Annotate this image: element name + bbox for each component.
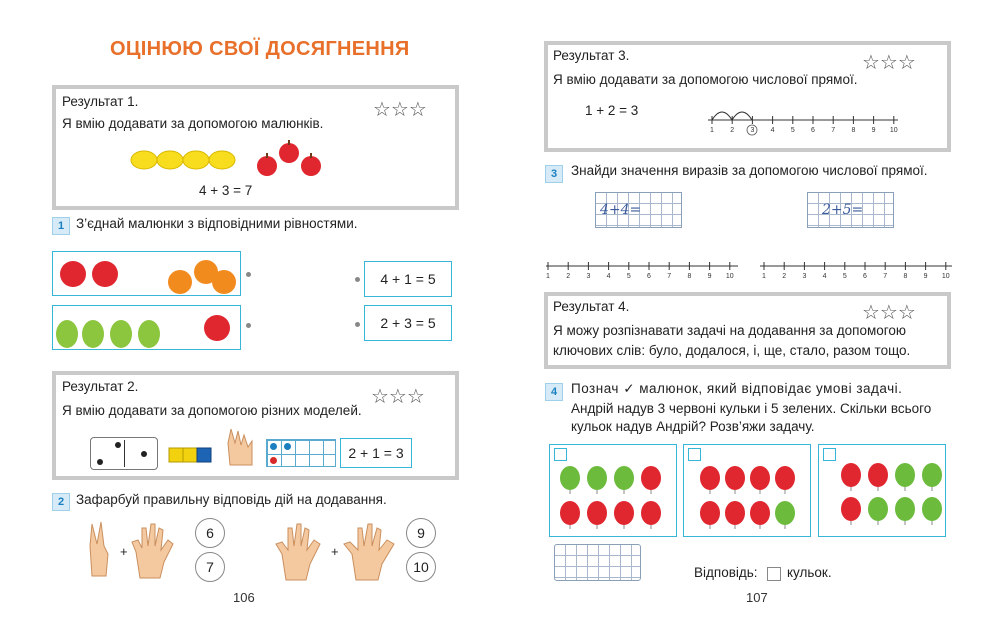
equation-card-1[interactable]: 4 + 1 = 5 <box>364 261 452 297</box>
balloon-card-3[interactable] <box>818 444 946 537</box>
result3-text: Я вмію додавати за допомогою числової прямої. <box>553 72 858 87</box>
red-balloon <box>700 501 720 525</box>
tick-label-9: 9 <box>871 127 876 134</box>
hand-two-fingers <box>86 520 114 578</box>
connect-dot-right-2[interactable] <box>355 322 360 327</box>
green-balloon <box>922 463 942 487</box>
task2-text: Зафарбуй правильну відповідь дій на додавання. <box>76 492 387 507</box>
hand-five-fingers-1 <box>130 522 176 580</box>
green-balloon <box>895 463 915 487</box>
pears-apple-picture <box>53 306 242 351</box>
result3-stars[interactable]: ☆☆☆ <box>862 50 916 74</box>
red-balloon <box>641 466 661 490</box>
red-balloon <box>587 501 607 525</box>
answer-option-10[interactable]: 10 <box>406 552 436 582</box>
result3-equation: 1 + 2 = 3 <box>585 103 639 118</box>
result4-text-line2: ключових слів: було, додалося, і, ще, стало, разом тощо. <box>553 343 911 358</box>
lemons-picture <box>130 148 240 172</box>
tick-label-8: 8 <box>687 273 692 280</box>
result2-heading: Результат 2. <box>62 379 139 394</box>
green-balloon <box>587 466 607 490</box>
tick-label-2: 2 <box>730 127 735 134</box>
expression-2: 2+5= <box>822 202 864 218</box>
tick-label-1: 1 <box>762 273 766 280</box>
green-balloon <box>775 501 795 525</box>
green-balloon <box>868 497 888 521</box>
tick-label-5: 5 <box>842 273 847 280</box>
tick-label-6: 6 <box>863 273 867 280</box>
task4-line2: Андрій надув 3 червоні кульки і 5 зелених. Скільки всього <box>571 401 932 416</box>
tick-label-2: 2 <box>782 273 787 280</box>
tick-label-10: 10 <box>889 127 898 134</box>
result1-text: Я вмію додавати за допомогою малюнків. <box>62 116 324 131</box>
tick-label-5: 5 <box>790 127 795 134</box>
green-balloon <box>895 497 915 521</box>
green-balloon <box>614 466 634 490</box>
plus-sign-1: + <box>120 544 128 559</box>
tick-label-4: 4 <box>822 273 827 280</box>
answer-option-6[interactable]: 6 <box>195 518 225 548</box>
red-balloon <box>841 497 861 521</box>
expression-1: 4+4= <box>600 202 642 218</box>
task3-text: Знайди значення виразів за допомогою числової прямої. <box>571 163 928 178</box>
balloons-3 <box>819 445 947 538</box>
connect-dot-left-2[interactable] <box>246 323 251 328</box>
red-balloon <box>614 501 634 525</box>
task1-badge: 1 <box>52 217 70 235</box>
number-line-2 <box>758 258 954 282</box>
answer-input-box[interactable] <box>767 567 781 581</box>
red-balloon <box>750 466 770 490</box>
hand-five-fingers-3 <box>342 522 400 582</box>
answer-label: Відповідь: <box>694 565 758 580</box>
red-balloon <box>775 466 795 490</box>
ten-frame <box>266 439 336 467</box>
result1-stars[interactable]: ☆☆☆ <box>373 97 427 121</box>
tick-label-1: 1 <box>546 273 550 280</box>
tick-label-6: 6 <box>811 127 815 134</box>
result3-heading: Результат 3. <box>553 48 630 63</box>
page-title: ОЦІНЮЮ СВОЇ ДОСЯГНЕННЯ <box>110 38 410 60</box>
apples-oranges-picture <box>53 252 242 297</box>
tick-label-3: 3 <box>750 127 755 134</box>
result4-heading: Результат 4. <box>553 299 630 314</box>
red-balloon <box>700 466 720 490</box>
balloons-1 <box>550 445 678 538</box>
equation-card-2[interactable]: 2 + 3 = 5 <box>364 305 452 341</box>
red-balloon <box>750 501 770 525</box>
tick-label-5: 5 <box>626 273 631 280</box>
balloon-card-2[interactable] <box>683 444 811 537</box>
task2-badge: 2 <box>52 493 70 511</box>
fingers-model <box>222 425 262 467</box>
plus-sign-2: + <box>331 544 339 559</box>
domino <box>90 437 158 470</box>
apples-picture <box>255 138 325 178</box>
expression-grid-1[interactable] <box>595 192 682 228</box>
task4-line1: Познач ✓ малюнок, який відповідає умові задачі. <box>571 381 903 396</box>
answer-option-9[interactable]: 9 <box>406 518 436 548</box>
tick-label-7: 7 <box>883 273 888 280</box>
task4-line3: кульок надув Андрій? Розв’яжи задачу. <box>571 419 815 434</box>
answer-unit: кульок. <box>787 565 832 580</box>
red-balloon <box>641 501 661 525</box>
tick-label-3: 3 <box>802 273 807 280</box>
number-line-1 <box>544 258 740 282</box>
number-line-result3 <box>702 100 902 136</box>
result2-equation: 2 + 1 = 3 <box>340 438 412 468</box>
tick-label-9: 9 <box>707 273 712 280</box>
connect-dot-right-1[interactable] <box>355 277 360 282</box>
tick-label-1: 1 <box>710 127 714 134</box>
hand-five-fingers-2 <box>274 522 324 582</box>
tick-label-8: 8 <box>903 273 908 280</box>
result1-equation: 4 + 3 = 7 <box>199 183 253 198</box>
result2-stars[interactable]: ☆☆☆ <box>371 384 425 408</box>
red-balloon <box>868 463 888 487</box>
red-balloon <box>841 463 861 487</box>
tick-label-10: 10 <box>725 273 734 280</box>
tick-label-7: 7 <box>831 127 836 134</box>
tick-label-8: 8 <box>851 127 856 134</box>
answer-option-7[interactable]: 7 <box>195 552 225 582</box>
red-balloon <box>725 501 745 525</box>
picture-card-pears-apple[interactable] <box>52 305 241 350</box>
task1-text: З’єднай малюнки з відповідними рівностями. <box>76 216 358 231</box>
task4-badge: 4 <box>545 383 563 401</box>
result2-text: Я вмію додавати за допомогою різних моделей. <box>62 403 362 418</box>
page-number-107: 107 <box>746 590 768 605</box>
balloon-card-1[interactable] <box>549 444 677 537</box>
result4-text-line1: Я можу розпізнавати задачі на додавання за допомогою <box>553 323 907 338</box>
picture-card-apples-oranges[interactable] <box>52 251 241 296</box>
tick-label-7: 7 <box>667 273 672 280</box>
connect-dot-left-1[interactable] <box>246 272 251 277</box>
tick-label-4: 4 <box>606 273 611 280</box>
tick-label-10: 10 <box>941 273 950 280</box>
red-balloon <box>560 501 580 525</box>
task3-badge: 3 <box>545 165 563 183</box>
tick-label-6: 6 <box>647 273 651 280</box>
tick-label-9: 9 <box>923 273 928 280</box>
green-balloon <box>560 466 580 490</box>
result4-stars[interactable]: ☆☆☆ <box>862 300 916 324</box>
tick-label-2: 2 <box>566 273 571 280</box>
green-balloon <box>922 497 942 521</box>
cubes-model <box>168 444 216 464</box>
tick-label-4: 4 <box>770 127 775 134</box>
red-balloon <box>725 466 745 490</box>
tick-label-3: 3 <box>586 273 591 280</box>
result1-heading: Результат 1. <box>62 94 139 109</box>
expression-grid-2[interactable] <box>807 192 894 228</box>
balloons-2 <box>684 445 812 538</box>
solution-grid[interactable] <box>554 544 641 581</box>
page-number-106: 106 <box>233 590 255 605</box>
